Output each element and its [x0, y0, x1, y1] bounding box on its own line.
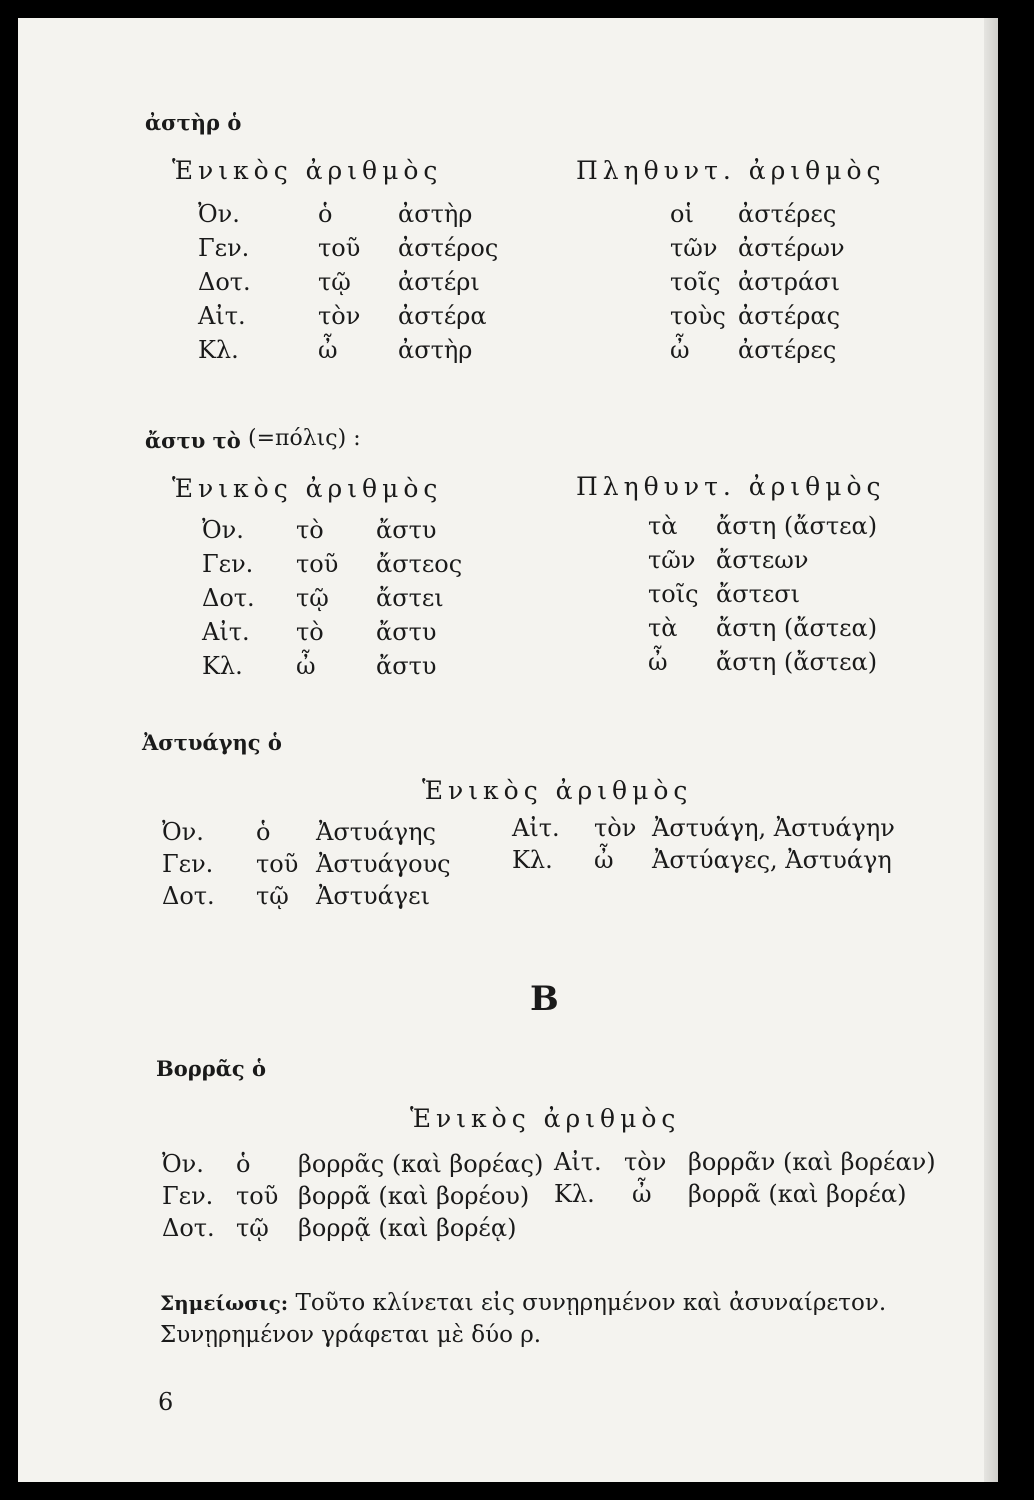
asty-form: ἄστεος: [376, 550, 463, 578]
note-label: Σημείωσις:: [160, 1291, 289, 1315]
asty-singular-heading: Ἑνικὸς ἀριθμὸς: [172, 474, 443, 503]
aster-article: ὦ: [318, 336, 338, 364]
aster-article: ὁ: [318, 200, 333, 228]
astyages-article: τῷ: [256, 882, 289, 910]
astyages-form: Ἀστυάγους: [316, 850, 451, 878]
aster-form: ἀστέρα: [398, 302, 487, 330]
astyages-case-label: Κλ.: [512, 846, 553, 874]
borras-case-label: Ὀν.: [162, 1150, 204, 1178]
asty-case-label: Ὀν.: [202, 516, 244, 544]
asty-form: ἄστει: [376, 584, 444, 612]
asty-case-label: Αἰτ.: [202, 618, 250, 646]
aster-plural-form: ἀστέρες: [738, 336, 837, 364]
astyages-article: τοῦ: [256, 850, 299, 878]
aster-form: ἀστὴρ: [398, 200, 473, 228]
entry-title-astyages: Ἀστυάγης ὁ: [142, 730, 282, 755]
borras-article: τοῦ: [236, 1182, 279, 1210]
borras-form: βορρᾶ (καὶ βορέου): [298, 1182, 530, 1210]
asty-plural-form: ἄστη (ἄστεα): [716, 614, 878, 642]
asty-form: ἄστυ: [376, 516, 437, 544]
asty-form: ἄστυ: [376, 618, 437, 646]
borras-article: τῷ: [236, 1214, 269, 1242]
page-edge-shadow: [984, 18, 998, 1482]
entry-title-borras: Βορρᾶς ὁ: [156, 1056, 266, 1081]
aster-plural-article: ὦ: [670, 336, 690, 364]
aster-plural-article: οἱ: [670, 200, 694, 228]
entry-title-aster: ἀστὴρ ὁ: [145, 110, 242, 135]
asty-title-note: (=πόλις) :: [248, 426, 361, 451]
aster-case-label: Αἰτ.: [198, 302, 246, 330]
aster-plural-form: ἀστέρες: [738, 200, 837, 228]
asty-article: ὦ: [296, 652, 316, 680]
page-number: 6: [158, 1388, 174, 1416]
aster-form: ἀστέρι: [398, 268, 480, 296]
asty-case-label: Δοτ.: [202, 584, 255, 612]
aster-case-label: Δοτ.: [198, 268, 251, 296]
astyages-form: Ἀστύαγες, Ἀστυάγη: [652, 846, 892, 874]
asty-plural-article: τοῖς: [648, 580, 699, 608]
asty-plural-form: ἄστεων: [716, 546, 809, 574]
borras-form: βορρᾶς (καὶ βορέας): [298, 1150, 544, 1178]
aster-article: τοῦ: [318, 234, 361, 262]
aster-singular-heading: Ἑνικὸς ἀριθμὸς: [172, 156, 443, 185]
astyages-article: ὦ: [594, 846, 614, 874]
asty-plural-form: ἄστη (ἄστεα): [716, 512, 878, 540]
borras-form: βορρᾶ (καὶ βορέα): [688, 1180, 907, 1208]
asty-plural-article: ὦ: [648, 648, 668, 676]
asty-article: τὸ: [296, 618, 324, 646]
aster-plural-article: τοὺς: [670, 302, 726, 330]
asty-case-label: Γεν.: [202, 550, 254, 578]
note-block: [160, 1292, 886, 1315]
asty-plural-heading: Πληθυντ. ἀριθμὸς: [576, 472, 886, 501]
asty-article: τὸ: [296, 516, 324, 544]
astyages-form: Ἀστυάγη, Ἀστυάγην: [652, 814, 895, 842]
astyages-case-label: Αἰτ.: [512, 814, 560, 842]
asty-article: τῷ: [296, 584, 329, 612]
astyages-form: Ἀστυάγει: [316, 882, 430, 910]
aster-article: τὸν: [318, 302, 361, 330]
asty-plural-article: τῶν: [648, 546, 696, 574]
section-letter: Β: [530, 979, 559, 1019]
borras-form: βορρᾷ (καὶ βορέᾳ): [298, 1214, 517, 1242]
borras-article: τὸν: [624, 1148, 667, 1176]
aster-plural-form: ἀστέρας: [738, 302, 841, 330]
aster-article: τῷ: [318, 268, 351, 296]
borras-case-label: Αἰτ.: [554, 1148, 602, 1176]
aster-form: ἀστέρος: [398, 234, 499, 262]
aster-plural-article: τοῖς: [670, 268, 721, 296]
astyages-case-label: Δοτ.: [162, 882, 215, 910]
aster-case-label: Κλ.: [198, 336, 239, 364]
asty-plural-article: τὰ: [648, 512, 678, 540]
astyages-form: Ἀστυάγης: [316, 818, 436, 846]
borras-article: ὁ: [236, 1150, 251, 1178]
borras-case-label: Γεν.: [162, 1182, 214, 1210]
astyages-article: ὁ: [256, 818, 271, 846]
borras-article: ὦ: [632, 1180, 652, 1208]
astyages-case-label: Ὀν.: [162, 818, 204, 846]
aster-plural-form: ἀστέρων: [738, 234, 845, 262]
note-line-2: Συνῃρημένον γράφεται μὲ δύο ρ.: [160, 1322, 542, 1348]
aster-plural-heading: Πληθυντ. ἀριθμὸς: [576, 156, 886, 185]
astyages-singular-heading: Ἑνικὸς ἀριθμὸς: [422, 776, 693, 805]
aster-case-label: Γεν.: [198, 234, 250, 262]
borras-form: βορρᾶν (καὶ βορέαν): [688, 1148, 936, 1176]
asty-plural-form: ἄστεσι: [716, 580, 801, 608]
asty-plural-article: τὰ: [648, 614, 678, 642]
borras-singular-heading: Ἑνικὸς ἀριθμὸς: [410, 1104, 681, 1133]
aster-plural-form: ἀστράσι: [738, 268, 840, 296]
asty-case-label: Κλ.: [202, 652, 243, 680]
aster-form: ἀστὴρ: [398, 336, 473, 364]
note-line-1: Τοῦτο κλίνεται εἰς συνῃρημένον καὶ ἀσυναίρετον.: [295, 1290, 887, 1316]
astyages-case-label: Γεν.: [162, 850, 214, 878]
asty-article: τοῦ: [296, 550, 339, 578]
astyages-article: τὸν: [594, 814, 637, 842]
asty-form: ἄστυ: [376, 652, 437, 680]
borras-case-label: Δοτ.: [162, 1214, 215, 1242]
borras-case-label: Κλ.: [554, 1180, 595, 1208]
aster-case-label: Ὀν.: [198, 200, 240, 228]
entry-title-asty: ἄστυ τὸ: [145, 428, 241, 453]
aster-plural-article: τῶν: [670, 234, 718, 262]
asty-plural-form: ἄστη (ἄστεα): [716, 648, 878, 676]
